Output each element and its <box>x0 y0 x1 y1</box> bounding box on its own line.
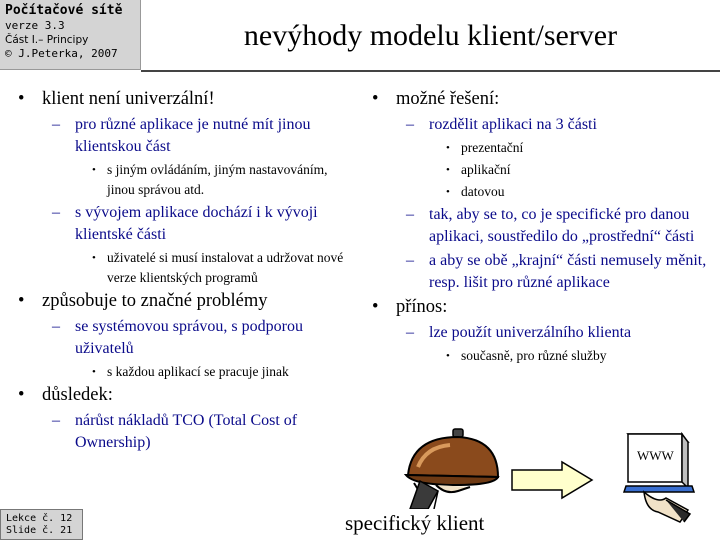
sub-sub-bullet: • uživatelé si musí instalovat a udržovat nové verze klientských programů <box>92 250 344 285</box>
sub-bullet-text: rozdělit aplikaci na 3 části <box>429 116 597 133</box>
sub-bullet: – pro různé aplikace je nutné mít jinou klientskou část <box>52 116 311 155</box>
title-divider <box>141 70 720 72</box>
sub-bullet: – nárůst nákladů TCO (Total Cost of Ownership) <box>52 412 298 451</box>
sub-bullet-text: se systémovou správou, s podporou uživatelů <box>75 318 303 357</box>
course-info-box <box>0 0 141 70</box>
sub-sub-bullet: • s jiným ovládáním, jiným nastavováním, jinou správou atd. <box>92 162 328 197</box>
sub-bullet-text: lze použít univerzálního klienta <box>429 324 632 341</box>
bullet-text: klient není univerzální! <box>42 89 215 109</box>
lesson-number: Lekce č. 12 <box>6 513 73 524</box>
www-server-icon <box>622 430 696 524</box>
sub-bullet-text: a aby se obě „krajní“ části nemusely měnit, resp. lišit pro různé aplikace <box>429 252 707 291</box>
bullet-text: přínos: <box>396 297 448 317</box>
sub-sub-bullet-text: aplikační <box>461 162 511 177</box>
sub-sub-bullet: • aplikační <box>446 162 511 177</box>
slide-number-box <box>0 509 83 540</box>
sub-bullet: – a aby se obě „krajní“ části nemusely měnit, resp. lišit pro různé aplikace <box>406 252 707 291</box>
sub-bullet-text: nárůst nákladů TCO (Total Cost of Ownership) <box>75 412 298 451</box>
course-version: verze 3.3 <box>5 19 65 32</box>
left-column <box>12 88 357 456</box>
sub-sub-bullet-text: s jiným ovládáním, jiným nastavováním, jinou správou atd. <box>107 162 328 197</box>
sub-sub-bullet-text: uživatelé si musí instalovat a udržovat nové verze klientských programů <box>107 250 344 285</box>
bullet-text: důsledek: <box>42 385 113 405</box>
bullet: • klient není univerzální! <box>18 89 215 109</box>
course-title: Počítačové sítě <box>5 3 123 18</box>
www-label: WWW <box>637 448 674 463</box>
right-column <box>366 88 711 368</box>
bullet-text: možné řešení: <box>396 89 500 109</box>
bullet: • přínos: <box>372 297 448 317</box>
sub-sub-bullet-text: datovou <box>461 184 505 199</box>
course-copyright: © J.Peterka, 2007 <box>5 47 118 60</box>
illustration-caption: specifický klient <box>345 511 485 535</box>
sub-sub-bullet: • prezentační <box>446 140 524 155</box>
sub-bullet: – lze použít univerzálního klienta <box>406 324 632 341</box>
sub-bullet-text: tak, aby se to, co je specifické pro danou aplikaci, soustředilo do „prostřední“ části <box>429 206 695 245</box>
sub-bullet: – se systémovou správou, s podporou uživatelů <box>52 318 303 357</box>
sub-sub-bullet: • současně, pro různé služby <box>446 348 607 363</box>
sub-sub-bullet-text: prezentační <box>461 140 524 155</box>
sub-bullet: – tak, aby se to, co je specifické pro danou aplikaci, soustředilo do „prostřední“ části <box>406 206 695 245</box>
slide-title: nevýhody modelu klient/server <box>243 19 618 52</box>
sub-bullet-text: s vývojem aplikace dochází i k vývoji klientské části <box>75 204 318 243</box>
sub-bullet-text: pro různé aplikace je nutné mít jinou klientskou část <box>75 116 311 155</box>
bullet: • způsobuje to značné problémy <box>18 291 268 311</box>
waiter-cloche-icon <box>398 425 502 509</box>
bullet: • důsledek: <box>18 385 113 405</box>
sub-sub-bullet-text: současně, pro různé služby <box>461 348 607 363</box>
bullet: • možné řešení: <box>372 89 500 109</box>
sub-sub-bullet: • datovou <box>446 184 505 199</box>
sub-bullet: – rozdělit aplikaci na 3 části <box>406 116 597 133</box>
sub-sub-bullet: • s každou aplikací se pracuje jinak <box>92 364 289 379</box>
sub-bullet: – s vývojem aplikace dochází i k vývoji klientské části <box>52 204 318 243</box>
sub-sub-bullet-text: s každou aplikací se pracuje jinak <box>107 364 289 379</box>
bullet-text: způsobuje to značné problémy <box>42 291 268 311</box>
course-part: Část I.– Principy <box>5 34 89 46</box>
slide-number: Slide č. 21 <box>6 525 73 536</box>
right-arrow-icon <box>510 460 594 500</box>
